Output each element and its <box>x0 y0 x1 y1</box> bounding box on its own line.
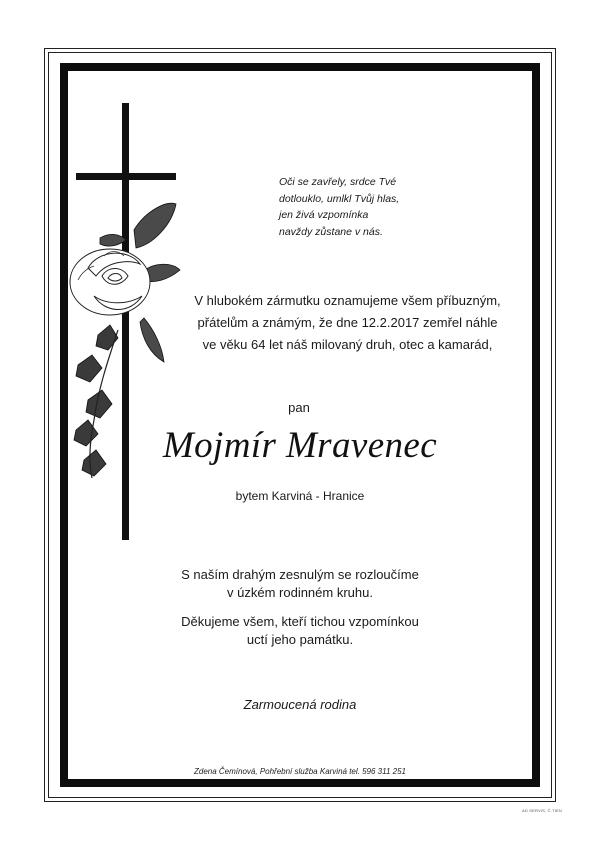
farewell-note: S naším drahým zesnulým se rozloučíme v úzkém rodinném kruhu. <box>181 567 419 600</box>
funeral-service-credit: Zdena Čemínová, Pohřební služba Karviná tel. 596 311 251 <box>194 767 406 776</box>
family-signature: Zarmoucená rodina <box>243 697 357 712</box>
honorific: pan <box>288 400 310 415</box>
printer-mark: AD SERVIS, Č.TIEN <box>521 808 562 813</box>
deceased-name: Mojmír Mravenec <box>162 425 438 466</box>
residence: bytem Karviná - Hranice <box>235 489 365 503</box>
cross-with-rose-icon <box>58 100 188 545</box>
memorial-verse: Oči se zavřely, srdce Tvé dotlouklo, umlkl Tvůj hlas, jen živá vzpomínka navždy zůstane v nás. <box>279 176 400 238</box>
thanks-note: Děkujeme všem, kteří tichou vzpomínkou uctí jeho památku. <box>181 614 419 647</box>
death-announcement: V hlubokém zármutku oznamujeme všem příbuzným, přátelům a známým, že dne 12.2.2017 zemřel náhle ve věku 64 let náš milovaný druh, otec a kamarád, <box>194 293 501 352</box>
